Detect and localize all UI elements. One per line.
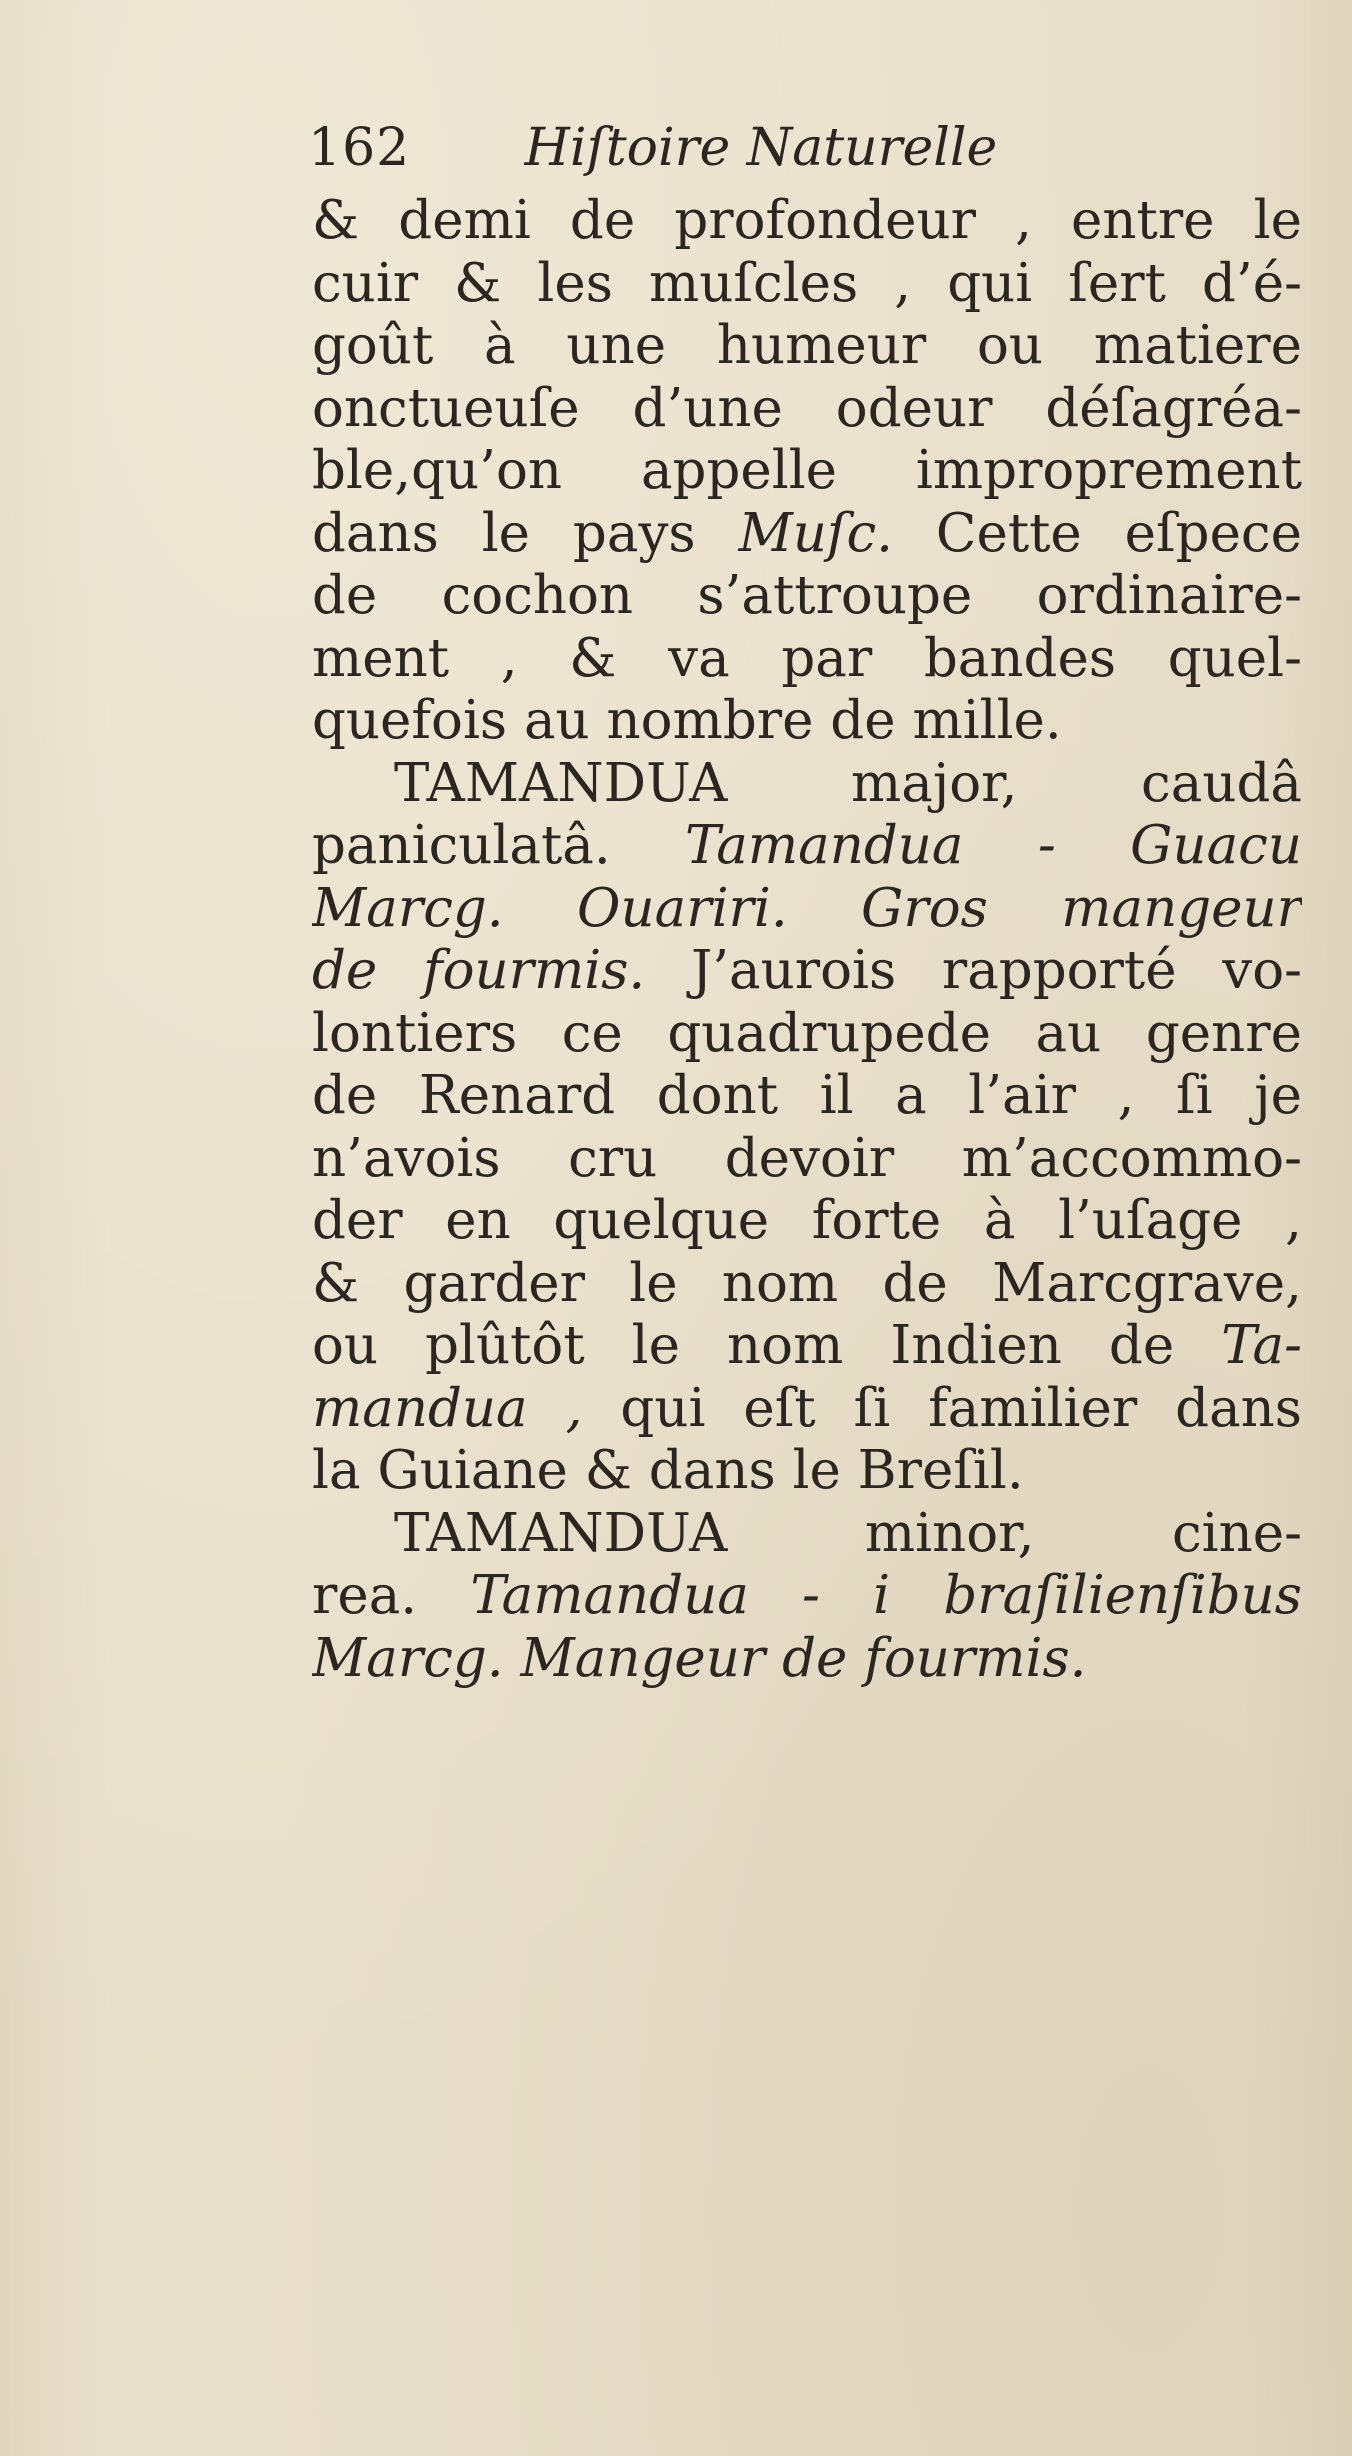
text-line	[312, 753, 1302, 816]
text-line	[312, 1128, 1302, 1191]
roman-text: onctueuſe d’une odeur déſagréa-	[312, 377, 1302, 439]
text-line	[312, 1378, 1302, 1441]
running-head	[308, 108, 1168, 188]
roman-text: cuir & les muſcles , qui ſert d’é-	[312, 252, 1302, 314]
text-line	[312, 1628, 1302, 1691]
text-line	[312, 1065, 1302, 1128]
roman-text: der en quelque forte à l’uſage ,	[312, 1190, 1302, 1251]
roman-text: paniculatâ.	[312, 815, 686, 876]
roman-text: TAMANDUA minor, cine-	[394, 1502, 1302, 1564]
roman-text: lontiers ce quadrupede au genre	[312, 1002, 1302, 1064]
roman-text: goût à une humeur ou matiere	[312, 315, 1302, 376]
text-line	[312, 565, 1302, 628]
text-line	[312, 815, 1302, 878]
text-line	[312, 440, 1302, 503]
text-line	[312, 1253, 1302, 1316]
italic-text: de fourmis.	[312, 940, 646, 1001]
text-line	[312, 628, 1302, 691]
roman-text: rea.	[312, 1565, 471, 1626]
italic-text: Marcg. Ouariri. Gros mangeur	[312, 877, 1302, 939]
text-line	[312, 1503, 1302, 1566]
text-line	[312, 1315, 1302, 1378]
text-line	[312, 503, 1302, 566]
roman-text: Cette eſpece	[893, 502, 1302, 564]
roman-text: & garder le nom de Marcgrave,	[312, 1252, 1302, 1314]
italic-text: Marcg. Mangeur de fourmis.	[312, 1627, 1087, 1689]
text-line	[312, 190, 1302, 253]
body-text	[312, 190, 1302, 1690]
roman-text: TAMANDUA major, caudâ	[394, 752, 1302, 814]
text-line	[312, 253, 1302, 316]
roman-text: & demi de profondeur , entre le	[312, 190, 1302, 251]
roman-text: dans le pays	[312, 502, 739, 564]
italic-text: Ta-	[1221, 1315, 1302, 1376]
italic-text: Tamandua - i braſilienſibus	[470, 1565, 1302, 1626]
text-line	[312, 315, 1302, 378]
roman-text: la Guiane & dans le Breſil.	[312, 1440, 1024, 1501]
text-line	[312, 878, 1302, 941]
roman-text: de Renard dont il a l’air , ſi je	[312, 1065, 1302, 1126]
roman-text: J’aurois rapporté vo-	[645, 940, 1302, 1001]
roman-text: ment , & va par bandes quel-	[312, 627, 1302, 689]
text-line	[312, 690, 1302, 753]
roman-text: de cochon s’attroupe ordinaire-	[312, 565, 1302, 626]
text-line	[312, 1565, 1302, 1628]
italic-text: Tamandua - Guacu	[685, 815, 1302, 876]
italic-text: mandua ,	[312, 1377, 583, 1439]
text-line	[312, 1190, 1302, 1253]
text-line	[312, 378, 1302, 441]
text-line	[312, 1440, 1302, 1503]
text-line	[312, 940, 1302, 1003]
roman-text: quefois au nombre de mille.	[312, 690, 1062, 751]
running-title: Hiſtoire Naturelle	[524, 118, 998, 178]
roman-text: qui eſt ſi familier dans	[582, 1377, 1302, 1439]
italic-text: Muſc.	[738, 502, 894, 564]
text-line	[312, 1003, 1302, 1066]
roman-text: n’avois cru devoir m’accommo-	[312, 1127, 1302, 1189]
page-number: 162	[308, 118, 411, 178]
roman-text: ble,qu’on appelle improprement	[312, 440, 1302, 501]
roman-text: ou plûtôt le nom Indien de	[312, 1315, 1222, 1376]
